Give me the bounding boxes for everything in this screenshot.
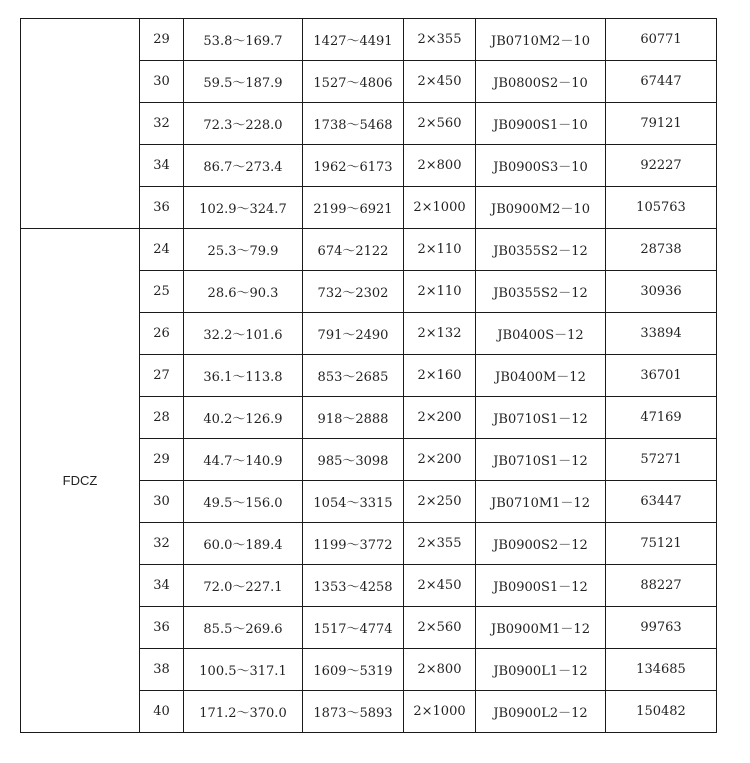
value-cell: 79121 xyxy=(606,103,717,145)
spec-cell: 2×200 xyxy=(404,439,476,481)
range-one-cell: 44.7～140.9 xyxy=(184,439,303,481)
range-two-cell: 853～2685 xyxy=(303,355,404,397)
code-cell: JB0710S1－12 xyxy=(476,397,606,439)
spec-cell: 2×110 xyxy=(404,271,476,313)
value-cell: 88227 xyxy=(606,565,717,607)
range-two-cell: 1353～4258 xyxy=(303,565,404,607)
row-number-cell: 32 xyxy=(140,523,184,565)
spec-cell: 2×132 xyxy=(404,313,476,355)
row-number-cell: 38 xyxy=(140,649,184,691)
row-number-cell: 30 xyxy=(140,481,184,523)
spec-cell: 2×250 xyxy=(404,481,476,523)
range-one-cell: 25.3～79.9 xyxy=(184,229,303,271)
range-one-cell: 59.5～187.9 xyxy=(184,61,303,103)
model-cell xyxy=(21,19,140,229)
row-number-cell: 27 xyxy=(140,355,184,397)
value-cell: 47169 xyxy=(606,397,717,439)
code-cell: JB0900L2－12 xyxy=(476,691,606,733)
spec-cell: 2×800 xyxy=(404,145,476,187)
spec-cell: 2×355 xyxy=(404,19,476,61)
value-cell: 105763 xyxy=(606,187,717,229)
range-two-cell: 1609～5319 xyxy=(303,649,404,691)
range-two-cell: 732～2302 xyxy=(303,271,404,313)
value-cell: 99763 xyxy=(606,607,717,649)
row-number-cell: 24 xyxy=(140,229,184,271)
spec-cell: 2×560 xyxy=(404,103,476,145)
range-two-cell: 1873～5893 xyxy=(303,691,404,733)
range-one-cell: 72.0～227.1 xyxy=(184,565,303,607)
code-cell: JB0900S1－10 xyxy=(476,103,606,145)
range-one-cell: 85.5～269.6 xyxy=(184,607,303,649)
value-cell: 67447 xyxy=(606,61,717,103)
spec-cell: 2×1000 xyxy=(404,187,476,229)
row-number-cell: 29 xyxy=(140,19,184,61)
row-number-cell: 26 xyxy=(140,313,184,355)
code-cell: JB0900M2－10 xyxy=(476,187,606,229)
value-cell: 33894 xyxy=(606,313,717,355)
row-number-cell: 36 xyxy=(140,187,184,229)
range-one-cell: 100.5～317.1 xyxy=(184,649,303,691)
spec-cell: 2×450 xyxy=(404,61,476,103)
row-number-cell: 25 xyxy=(140,271,184,313)
range-two-cell: 1517～4774 xyxy=(303,607,404,649)
spec-cell: 2×560 xyxy=(404,607,476,649)
range-one-cell: 40.2～126.9 xyxy=(184,397,303,439)
row-number-cell: 34 xyxy=(140,145,184,187)
table-row xyxy=(21,229,717,271)
range-one-cell: 36.1～113.8 xyxy=(184,355,303,397)
range-one-cell: 28.6～90.3 xyxy=(184,271,303,313)
code-cell: JB0355S2－12 xyxy=(476,271,606,313)
spec-cell: 2×160 xyxy=(404,355,476,397)
spec-cell: 2×110 xyxy=(404,229,476,271)
range-two-cell: 1054～3315 xyxy=(303,481,404,523)
range-two-cell: 1199～3772 xyxy=(303,523,404,565)
range-one-cell: 60.0～189.4 xyxy=(184,523,303,565)
code-cell: JB0900M1－12 xyxy=(476,607,606,649)
range-two-cell: 1962～6173 xyxy=(303,145,404,187)
range-two-cell: 2199～6921 xyxy=(303,187,404,229)
row-number-cell: 28 xyxy=(140,397,184,439)
range-one-cell: 171.2～370.0 xyxy=(184,691,303,733)
value-cell: 92227 xyxy=(606,145,717,187)
spec-table xyxy=(20,18,717,733)
range-two-cell: 918～2888 xyxy=(303,397,404,439)
code-cell: JB0355S2－12 xyxy=(476,229,606,271)
code-cell: JB0400S－12 xyxy=(476,313,606,355)
code-cell: JB0800S2－10 xyxy=(476,61,606,103)
range-one-cell: 86.7～273.4 xyxy=(184,145,303,187)
range-two-cell: 1738～5468 xyxy=(303,103,404,145)
code-cell: JB0710M2－10 xyxy=(476,19,606,61)
spec-cell: 2×355 xyxy=(404,523,476,565)
value-cell: 60771 xyxy=(606,19,717,61)
range-two-cell: 1527～4806 xyxy=(303,61,404,103)
code-cell: JB0710M1－12 xyxy=(476,481,606,523)
row-number-cell: 29 xyxy=(140,439,184,481)
value-cell: 57271 xyxy=(606,439,717,481)
row-number-cell: 40 xyxy=(140,691,184,733)
range-two-cell: 1427～4491 xyxy=(303,19,404,61)
row-number-cell: 30 xyxy=(140,61,184,103)
code-cell: JB0900S1－12 xyxy=(476,565,606,607)
spec-cell: 2×450 xyxy=(404,565,476,607)
value-cell: 150482 xyxy=(606,691,717,733)
value-cell: 28738 xyxy=(606,229,717,271)
code-cell: JB0900L1－12 xyxy=(476,649,606,691)
spec-cell: 2×200 xyxy=(404,397,476,439)
code-cell: JB0900S3－10 xyxy=(476,145,606,187)
value-cell: 30936 xyxy=(606,271,717,313)
range-two-cell: 674～2122 xyxy=(303,229,404,271)
row-number-cell: 32 xyxy=(140,103,184,145)
row-number-cell: 34 xyxy=(140,565,184,607)
model-cell: FDCZ xyxy=(21,229,140,733)
value-cell: 63447 xyxy=(606,481,717,523)
range-one-cell: 102.9～324.7 xyxy=(184,187,303,229)
spec-cell: 2×1000 xyxy=(404,691,476,733)
table-row xyxy=(21,19,717,61)
code-cell: JB0710S1－12 xyxy=(476,439,606,481)
value-cell: 75121 xyxy=(606,523,717,565)
row-number-cell: 36 xyxy=(140,607,184,649)
range-one-cell: 72.3～228.0 xyxy=(184,103,303,145)
code-cell: JB0900S2－12 xyxy=(476,523,606,565)
value-cell: 36701 xyxy=(606,355,717,397)
range-one-cell: 49.5～156.0 xyxy=(184,481,303,523)
code-cell: JB0400M－12 xyxy=(476,355,606,397)
range-two-cell: 791～2490 xyxy=(303,313,404,355)
range-one-cell: 32.2～101.6 xyxy=(184,313,303,355)
value-cell: 134685 xyxy=(606,649,717,691)
spec-cell: 2×800 xyxy=(404,649,476,691)
range-two-cell: 985～3098 xyxy=(303,439,404,481)
range-one-cell: 53.8～169.7 xyxy=(184,19,303,61)
table-body xyxy=(21,19,717,733)
